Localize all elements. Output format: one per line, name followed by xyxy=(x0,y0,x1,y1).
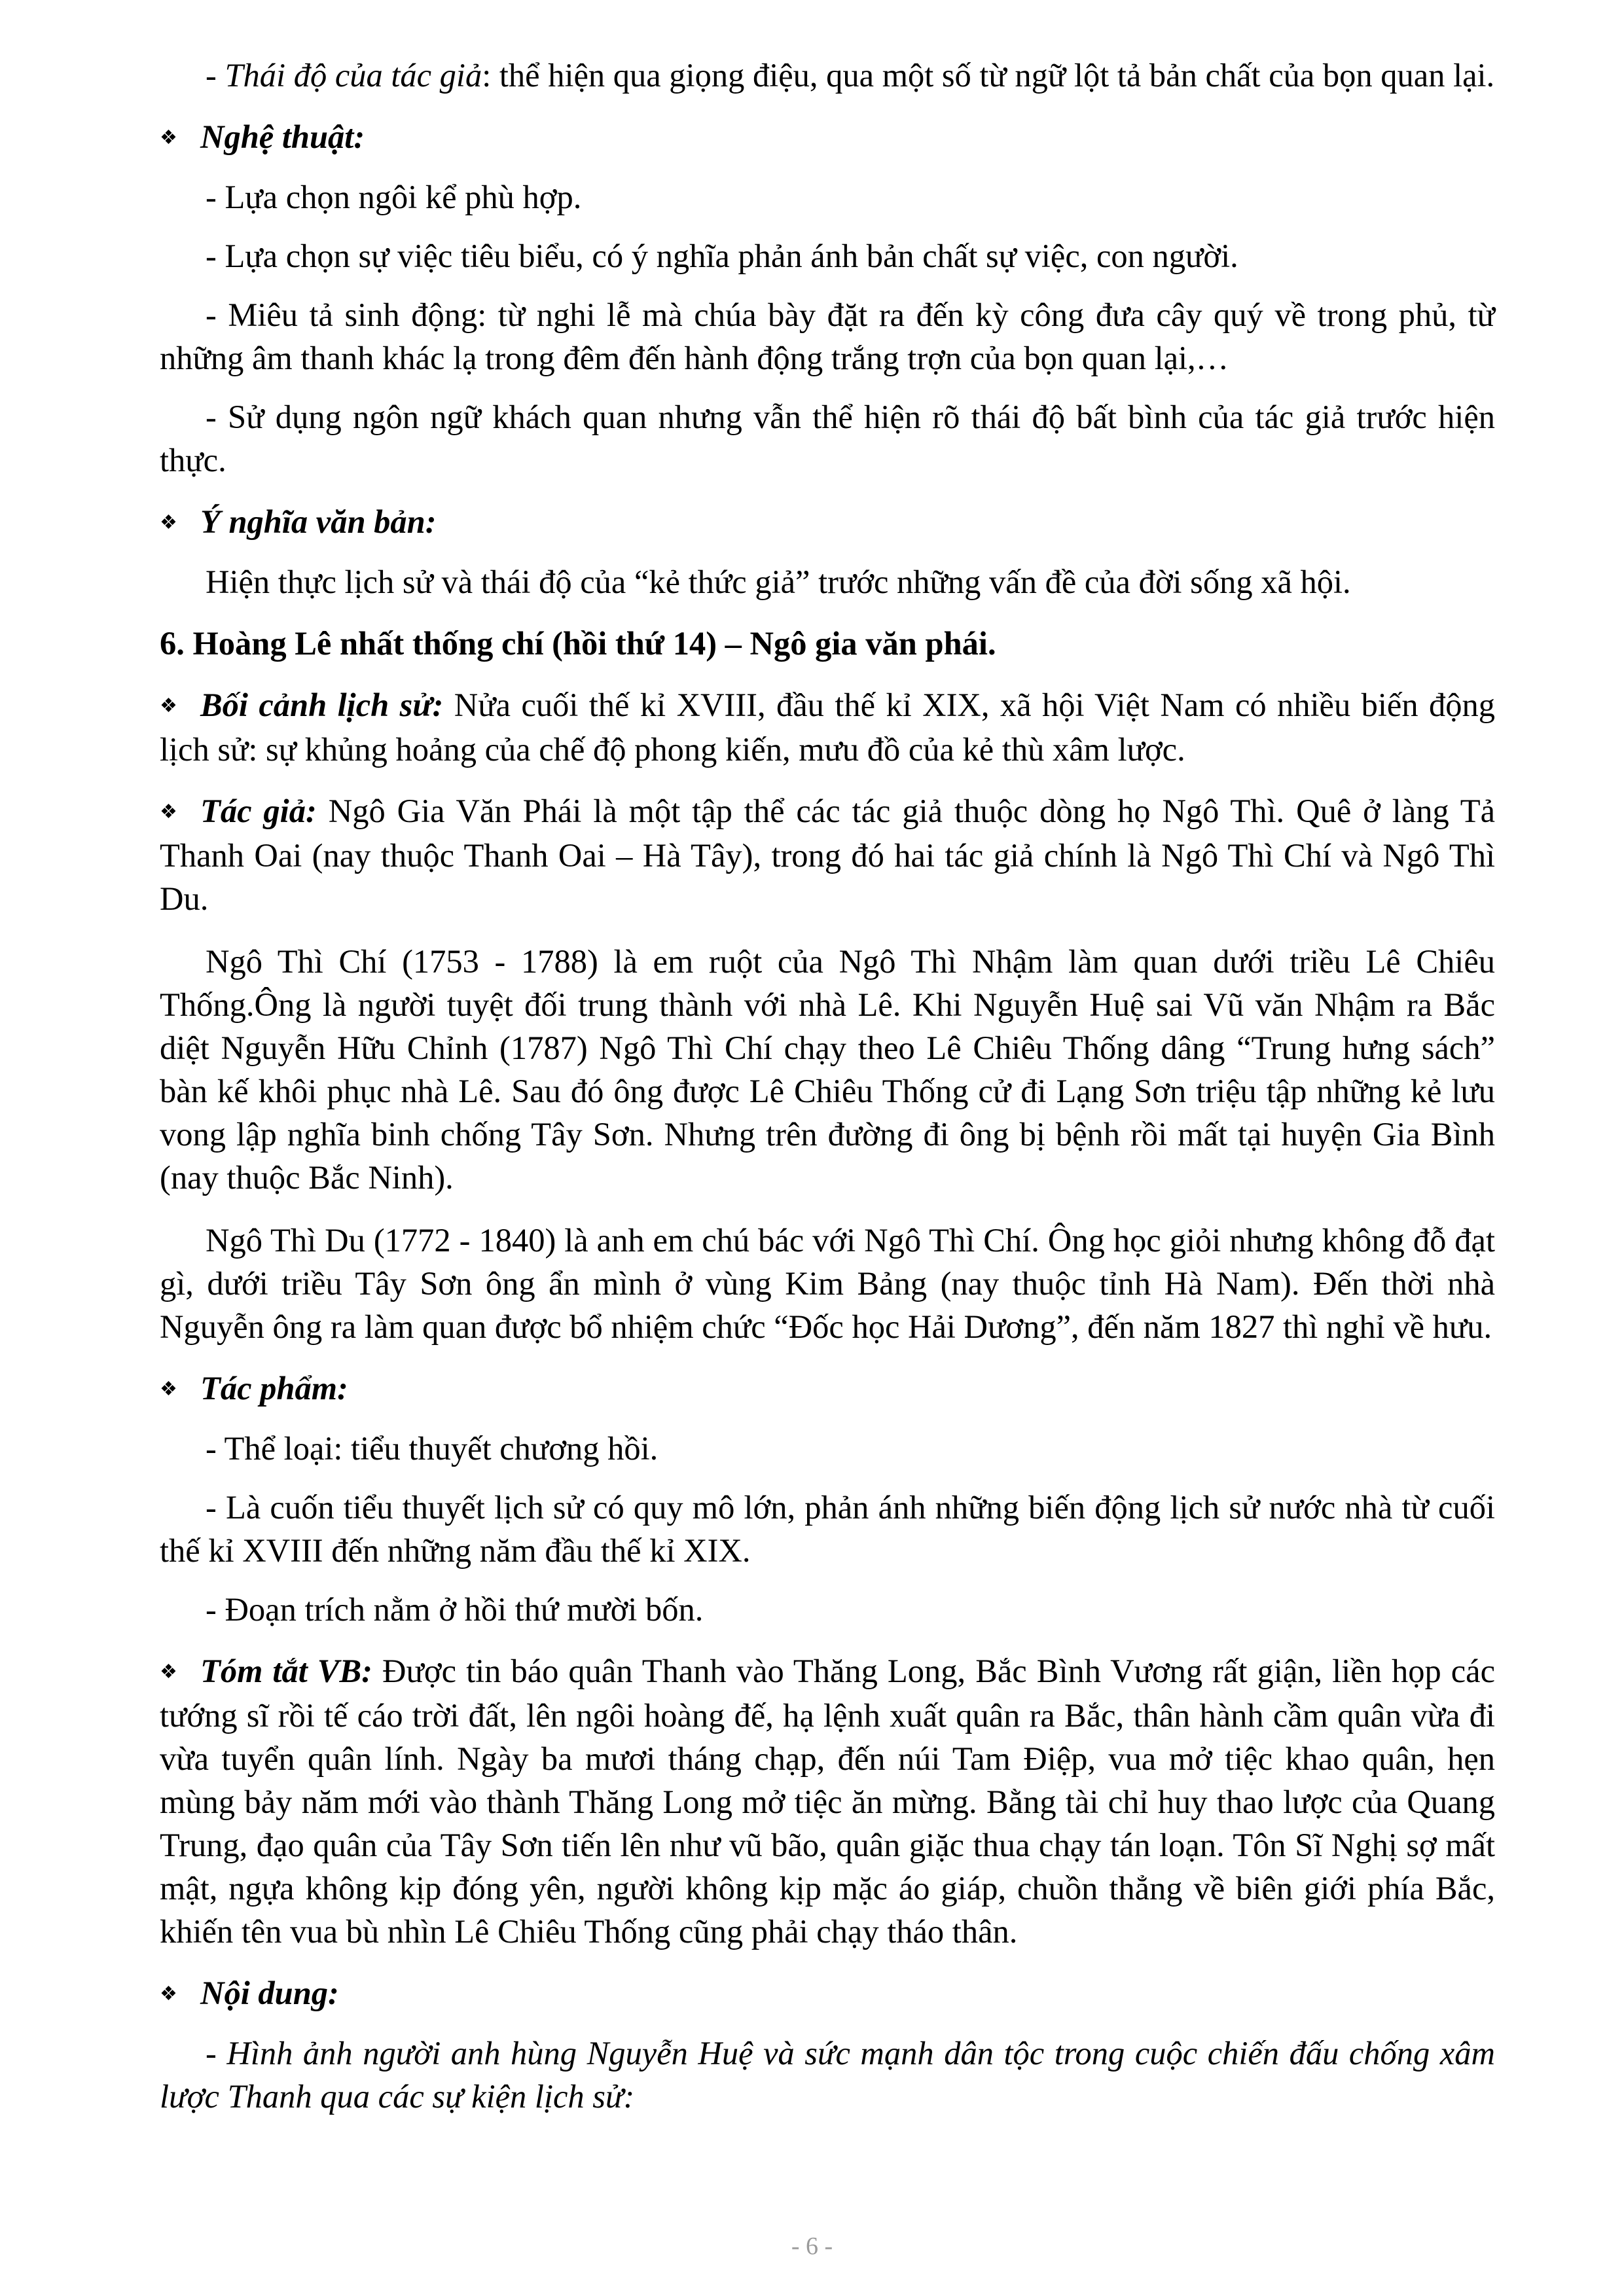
document-page xyxy=(160,54,1495,2118)
diamond-bullet-icon: ❖ xyxy=(160,801,177,823)
work-item: - Là cuốn tiểu thuyết lịch sử có quy mô lớn, phản ánh những biến động lịch sử nước nhà từ cuối thế kỉ XVIII đến những năm đầu thế kỉ XIX. xyxy=(160,1489,1495,1569)
content-item: - Hình ảnh người anh hùng Nguyễn Huệ và sức mạnh dân tộc trong cuộc chiến đấu chống xâm lược Thanh qua các sự kiện lịch sử: xyxy=(160,2035,1495,2115)
ngo-thi-chi-paragraph: Ngô Thì Chí (1753 - 1788) là em ruột của Ngô Thì Nhậm làm quan dưới triều Lê Chiêu Thống.Ông là người tuyệt đối trung thành với nhà Lê. Khi Nguyễn Huệ sai Vũ văn Nhậm ra Bắc diệt Nguyễn Hữu Chỉnh (1787) Ngô Thì Chí chạy theo Lê Chiêu Thống dâng “Trung hưng sách” bàn kế khôi phục nhà Lê. Sau đó ông được Lê Chiêu Thống cử đi Lạng Sơn triệu tập những kẻ lưu vong lập nghĩa binh chống Tây Sơn. Nhưng trên đường đi ông bị bệnh rồi mất tại huyện Gia Bình (nay thuộc Bắc Ninh). xyxy=(160,943,1495,1196)
work-item: - Đoạn trích nằm ở hồi thứ mười bốn. xyxy=(206,1591,704,1628)
diamond-bullet-icon: ❖ xyxy=(160,512,177,533)
context-paragraph xyxy=(160,683,1495,771)
section-6-title: 6. Hoàng Lê nhất thống chí (hồi thứ 14) – Ngô gia văn phái. xyxy=(160,625,996,662)
meaning-text: Hiện thực lịch sử và thái độ của “kẻ thức giả” trước những vấn đề của đời sống xã hội. xyxy=(206,564,1351,600)
author-paragraph xyxy=(160,789,1495,920)
diamond-bullet-icon: ❖ xyxy=(160,127,177,149)
art-heading: Nghệ thuật: xyxy=(200,118,365,155)
context-text: Nửa cuối thế kỉ XVIII, đầu thế kỉ XIX, xã hội Việt Nam có nhiều biến động lịch sử: sự khủng hoảng của chế độ phong kiến, mưu đồ của kẻ thù xâm lược. xyxy=(160,687,1495,768)
art-item: - Lựa chọn ngôi kể phù hợp. xyxy=(206,179,582,215)
context-label: Bối cảnh lịch sử: xyxy=(200,687,444,723)
content-heading-line xyxy=(160,1971,1495,2016)
work-heading: Tác phẩm: xyxy=(200,1370,348,1407)
work-item: - Thể loại: tiểu thuyết chương hồi. xyxy=(206,1430,659,1467)
art-item: - Lựa chọn sự việc tiêu biểu, có ý nghĩa phản ánh bản chất sự việc, con người. xyxy=(206,238,1238,274)
summary-label: Tóm tắt VB: xyxy=(200,1653,372,1689)
summary-paragraph xyxy=(160,1649,1495,1953)
content-heading: Nội dung: xyxy=(200,1975,339,2011)
ngo-thi-du-paragraph: Ngô Thì Du (1772 - 1840) là anh em chú bác với Ngô Thì Chí. Ông học giỏi nhưng không đỗ đạt gì, dưới triều Tây Sơn ông ẩn mình ở vùng Kim Bảng (nay thuộc tỉnh Hà Nam). Đến thời nhà Nguyễn ông ra làm quan được bổ nhiệm chức “Đốc học Hải Dương”, đến năm 1827 thì nghỉ về hưu. xyxy=(160,1222,1495,1345)
attitude-text: : thể hiện qua giọng điệu, qua một số từ ngữ lột tả bản chất của bọn quan lại. xyxy=(482,57,1495,94)
diamond-bullet-icon: ❖ xyxy=(160,1378,177,1400)
art-heading-line xyxy=(160,115,1495,160)
page-number: - 6 - xyxy=(791,2233,833,2260)
art-item: - Sử dụng ngôn ngữ khách quan nhưng vẫn thể hiện rõ thái độ bất bình của tác giả trước hiện thực. xyxy=(160,399,1495,478)
summary-text: Được tin báo quân Thanh vào Thăng Long, Bắc Bình Vương rất giận, liền họp các tướng sĩ rồi tế cáo trời đất, lên ngôi hoàng đế, hạ lệnh xuất quân ra Bắc, thân hành cầm quân vừa đi vừa tuyển quân lính. Ngày ba mươi tháng chạp, đến núi Tam Điệp, vua mở tiệc khao quân, hẹn mùng bảy năm mới vào thành Thăng Long mở tiệc ăn mừng. Bằng tài chỉ huy thao lược của Quang Trung, đạo quân của Tây Sơn tiến lên như vũ bão, quân giặc thua chạy tán loạn. Tôn Sĩ Nghị sợ mất mật, ngựa không kịp đóng yên, người không kịp mặc áo giáp, chuồn thẳng về biên giới phía Bắc, khiến tên vua bù nhìn Lê Chiêu Thống cũng phải chạy tháo thân. xyxy=(160,1653,1496,1950)
attitude-label: Thái độ của tác giả xyxy=(225,57,482,94)
diamond-bullet-icon: ❖ xyxy=(160,1661,177,1683)
diamond-bullet-icon: ❖ xyxy=(160,1983,177,2005)
diamond-bullet-icon: ❖ xyxy=(160,695,177,717)
author-label: Tác giả: xyxy=(200,793,317,829)
author-text: Ngô Gia Văn Phái là một tập thể các tác giả thuộc dòng họ Ngô Thì. Quê ở làng Tả Thanh Oai (nay thuộc Thanh Oai – Hà Tây), trong đó hai tác giả chính là Ngô Thì Chí và Ngô Thì Du. xyxy=(160,793,1496,917)
art-item: - Miêu tả sinh động: từ nghi lễ mà chúa bày đặt ra đến kỳ công đưa cây quý về trong phủ, từ những âm thanh khác lạ trong đêm đến hành động trắng trợn của bọn quan lại,… xyxy=(160,296,1495,376)
work-heading-line xyxy=(160,1367,1495,1411)
meaning-heading: Ý nghĩa văn bản: xyxy=(200,503,437,540)
attitude-paragraph: - Thái độ của tác giả: thể hiện qua giọng điệu, qua một số từ ngữ lột tả bản chất của bọn quan lại. xyxy=(206,57,1495,94)
meaning-heading-line xyxy=(160,500,1495,545)
